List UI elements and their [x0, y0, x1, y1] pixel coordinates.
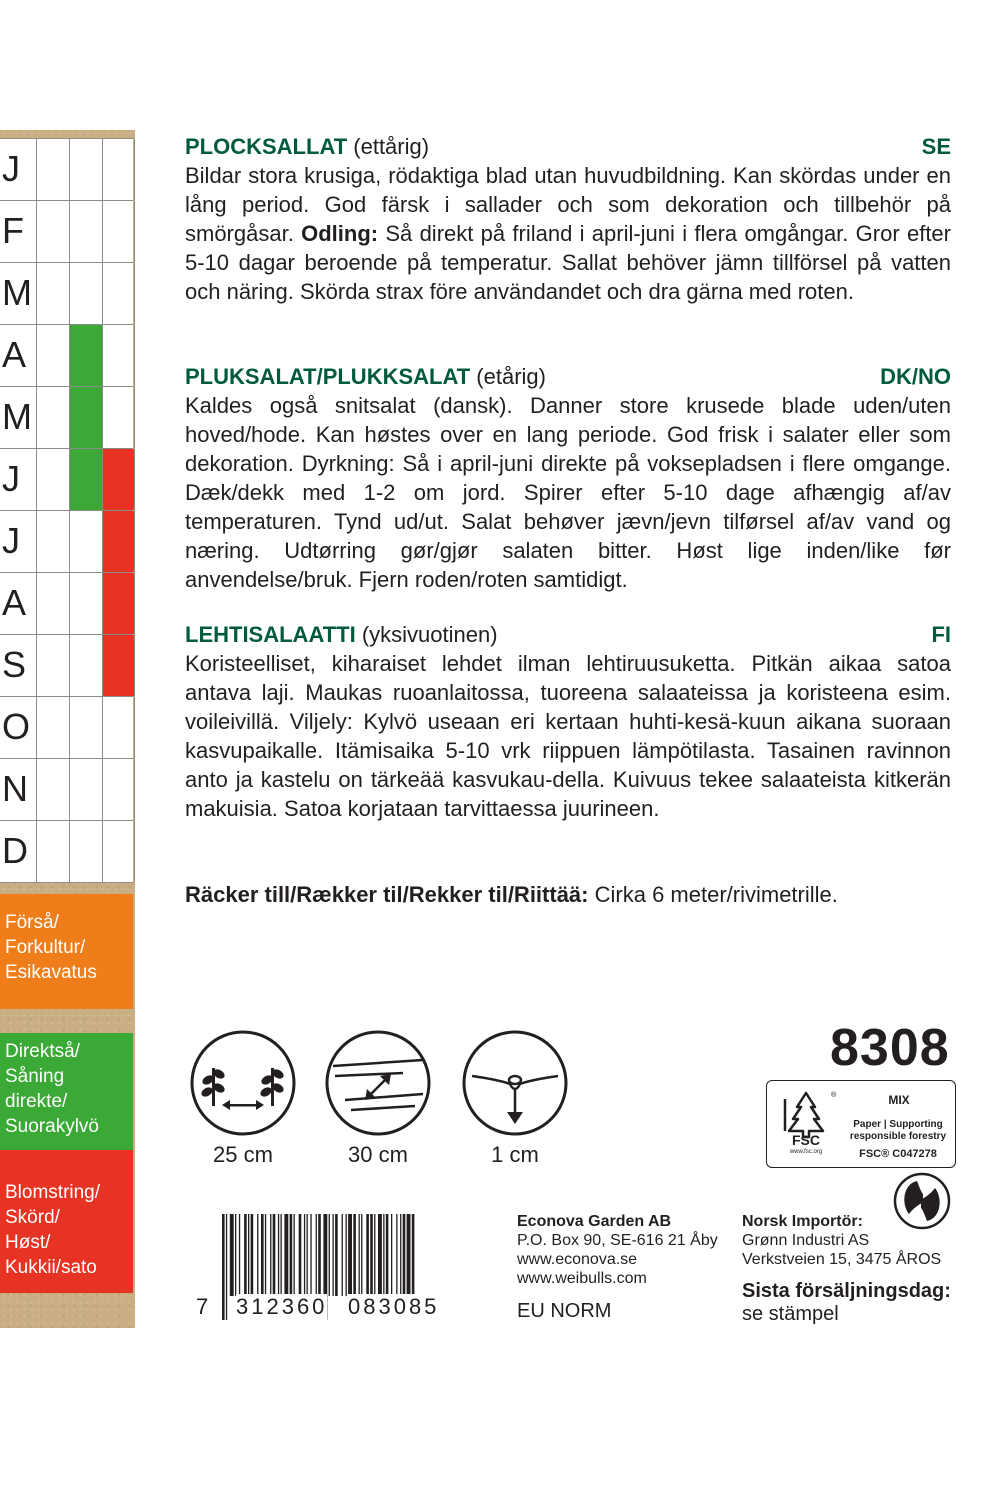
- month-letter: A: [2, 582, 27, 623]
- barcode-bar: [400, 1214, 401, 1296]
- barcode-digits-right: 083085: [348, 1294, 440, 1319]
- barcode-bar: [346, 1214, 347, 1296]
- barcode-bar: [299, 1214, 302, 1296]
- row-spacing-label: 30 cm: [348, 1142, 408, 1167]
- barcode-bar: [278, 1214, 279, 1296]
- fsc-license: FSC® C047278: [859, 1148, 937, 1160]
- presow-cell: [36, 759, 69, 820]
- harvest-cell: [102, 573, 135, 634]
- barcode-bar: [226, 1214, 227, 1320]
- month-letter: S: [2, 644, 27, 685]
- direct-sow-cell: [69, 201, 103, 262]
- calendar-month-row: [0, 325, 133, 387]
- presow-cell: [36, 697, 69, 758]
- barcode-bar: [239, 1214, 240, 1296]
- company-address-line: P.O. Box 90, SE-616 21 Åby: [517, 1232, 718, 1249]
- barcode-bar: [261, 1214, 264, 1296]
- barcode-bar: [386, 1214, 389, 1296]
- company-address: [517, 1212, 718, 1288]
- presow-cell: [36, 821, 69, 882]
- calendar-month-row: [0, 511, 133, 573]
- fsc-word: FSC: [792, 1132, 820, 1148]
- plant-spacing-label: 25 cm: [213, 1142, 273, 1167]
- calendar-month-row: [0, 697, 133, 759]
- barcode-bar: [310, 1214, 311, 1296]
- legend-presow: [0, 894, 133, 1009]
- barcode-bar: [374, 1214, 375, 1296]
- text-part: Så direkt på friland i april-juni i flera omgångar. Gror efter 5-10 dagar beroende på temperatur. Sallat behöver jämn tillförsel på vatten och näring. Skörda strax före användandet och dra gärna med roten.: [185, 221, 951, 304]
- calendar-month-row: [0, 263, 133, 325]
- barcode-bar: [391, 1214, 392, 1296]
- barcode-bar: [329, 1214, 330, 1296]
- barcode-bar: [248, 1214, 249, 1296]
- barcode-bar: [235, 1214, 236, 1296]
- calendar-month-row: [0, 201, 133, 263]
- month-letter: A: [2, 334, 27, 375]
- language-code: SE: [921, 134, 951, 159]
- product-name: PLUKSALAT/PLUKKSALAT: [185, 364, 471, 389]
- coverage-info: [185, 880, 838, 909]
- barcode-bar: [383, 1214, 384, 1296]
- month-letter: J: [2, 148, 20, 189]
- section-heading: [185, 133, 951, 161]
- month-letter: J: [2, 458, 20, 499]
- direct-sow-cell: [69, 263, 103, 324]
- section-text: Koristeelliset, kiharaiset lehdet ilman lehtiruusuketta. Pitkän aikaa satoa antava laji. Maukas ruoanlaitossa, tuoreena salaateissa ja koristeena esim. voileivillä. Viljely: Kylvö useaan eri kertaan huhti-kesä-kuun aikana suoraan kasvupaikalle. Itämisaika 5-10 vrk riippuen lämpötilasta. Tasainen ravinnon anto ja kastelu on tärkeää kasvukau-della. Kuivuus tekee salaateista kitkerän makuisia. Satoa korjataan tarvittaessa juurineen.: [185, 651, 951, 821]
- barcode-bar: [407, 1214, 411, 1296]
- legend-presow-line: Förså/: [5, 912, 59, 933]
- calendar-month-row: [0, 387, 133, 449]
- presow-cell: [36, 387, 69, 448]
- month-letter: F: [2, 210, 24, 251]
- harvest-cell: [102, 821, 135, 882]
- harvest-cell: [102, 449, 135, 510]
- section-heading: [185, 621, 951, 649]
- section-danish-norwegian: [185, 363, 951, 594]
- sowing-depth-icon: [460, 1028, 570, 1138]
- coverage-value: Cirka 6 meter/rivimetrille.: [594, 882, 838, 907]
- presow-cell: [36, 139, 69, 200]
- company-website: www.econova.se: [517, 1251, 638, 1268]
- sowing-calendar-strip: [0, 130, 135, 1328]
- harvest-cell: [102, 387, 135, 448]
- harvest-cell: [102, 511, 135, 572]
- presow-cell: [36, 635, 69, 696]
- calendar-month-row: [0, 635, 133, 697]
- month-letter: D: [2, 830, 28, 871]
- barcode-bar: [281, 1214, 282, 1296]
- barcode-bar: [284, 1214, 288, 1296]
- importer-title: Norsk Importör:: [742, 1213, 863, 1230]
- calendar-month-row: [0, 449, 133, 511]
- eu-norm: EU NORM: [517, 1300, 612, 1322]
- fsc-claim-line: Paper | Supporting: [853, 1119, 943, 1130]
- product-name: LEHTISALAATTI: [185, 622, 356, 647]
- month-letter: N: [2, 768, 28, 809]
- barcode-bar: [366, 1214, 369, 1296]
- barcode-bar: [316, 1214, 317, 1296]
- text-bold-part: Odling:: [301, 221, 379, 246]
- direct-sow-cell: [69, 759, 103, 820]
- last-sale-date: [742, 1280, 951, 1326]
- barcode-bar: [257, 1214, 258, 1296]
- calendar-month-row: [0, 138, 133, 201]
- last-sale-value: se stämpel: [742, 1303, 839, 1325]
- importer-name: Grønn Industri AS: [742, 1232, 870, 1249]
- barcode-bar: [265, 1214, 266, 1296]
- legend-direct-line: Såning: [5, 1066, 65, 1087]
- direct-sow-cell: [69, 449, 103, 510]
- fsc-url: www.fsc.org: [789, 1149, 823, 1155]
- barcode-bar: [361, 1214, 362, 1296]
- barcode-bar: [396, 1214, 397, 1296]
- presow-cell: [36, 201, 69, 262]
- last-sale-title: Sista försäljningsdag:: [742, 1280, 951, 1302]
- direct-sow-cell: [69, 821, 103, 882]
- barcode-bar: [359, 1214, 360, 1296]
- section-swedish: [185, 133, 951, 306]
- barcode-bar: [348, 1214, 352, 1296]
- fsc-label: [766, 1080, 956, 1168]
- harvest-cell: [102, 759, 135, 820]
- presow-cell: [36, 263, 69, 324]
- barcode-bar: [304, 1214, 305, 1296]
- harvest-cell: [102, 697, 135, 758]
- direct-sow-cell: [69, 697, 103, 758]
- barcode-bar: [270, 1214, 271, 1296]
- direct-sow-cell: [69, 387, 103, 448]
- legend-direct-sow: [0, 1033, 133, 1150]
- barcode-bar: [335, 1214, 338, 1296]
- barcode-bar: [333, 1214, 334, 1296]
- month-letter: O: [2, 706, 31, 747]
- svg-text:®: ®: [831, 1092, 837, 1099]
- barcode-bar: [294, 1214, 295, 1296]
- text-part: Bildar stora krusiga, rödaktiga blad utan huvudbildning. Kan skördas under en lång period. God färsk i sallader och som dekoration och tillbehör på smörgåsar.: [185, 163, 951, 246]
- legend-direct-line: Suorakylvö: [5, 1116, 99, 1137]
- importer-address-line: Verkstveien 15, 3475 ÅROS: [742, 1251, 942, 1268]
- sowing-depth-label: 1 cm: [491, 1142, 539, 1167]
- month-letter: J: [2, 520, 20, 561]
- product-lifecycle: (yksivuotinen): [361, 622, 498, 647]
- legend-presow-line: Esikavatus: [5, 962, 97, 983]
- calendar-month-row: [0, 759, 133, 821]
- legend-direct-line: direkte/: [5, 1091, 68, 1112]
- company-name: Econova Garden AB: [517, 1213, 672, 1230]
- product-name: PLOCKSALLAT: [185, 134, 348, 159]
- product-lifecycle: (ettårig): [353, 134, 430, 159]
- month-letter: M: [2, 272, 32, 313]
- barcode-bar: [307, 1214, 308, 1296]
- importer-address: [742, 1212, 941, 1269]
- barcode-bar: [222, 1214, 225, 1320]
- barcode-bar: [403, 1214, 406, 1296]
- barcode-bar: [273, 1214, 276, 1296]
- direct-sow-cell: [69, 511, 103, 572]
- legend-presow-line: Forkultur/: [5, 937, 86, 958]
- month-calendar: [0, 138, 133, 883]
- month-letter: M: [2, 396, 32, 437]
- legend-direct-line: Direktså/: [5, 1041, 80, 1062]
- barcode-bar: [244, 1214, 247, 1296]
- barcode-bar: [230, 1214, 234, 1296]
- harvest-cell: [102, 139, 135, 200]
- calendar-month-row: [0, 573, 133, 635]
- presow-cell: [36, 511, 69, 572]
- barcode-bar: [342, 1214, 343, 1296]
- company-website: www.weibulls.com: [517, 1270, 647, 1287]
- direct-sow-cell: [69, 573, 103, 634]
- section-text: Kaldes også snitsalat (dansk). Danner store krusede blade uden/uten hoved/hode. Kan høstes over en lang periode. God frisk i salater eller som dekoration. Dyrkning: Så i april-juni direkte på voksepladsen i flere omgange. Dæk/dekk med 1-2 om jord. Spirer efter 5-10 dage afhængig af/av temperaturen. Tynd ud/ut. Salat behøver jævn/jevn tilførsel af/av vand og næring. Udtørring gør/gjør salaten bitter. Høst lige inden/like før anvendelse/bruk. Fjern roden/roten samtidigt.: [185, 393, 951, 592]
- coverage-label: Räcker till/Rækker til/Rekker til/Riittää:: [185, 882, 589, 907]
- fsc-claim-line: responsible forestry: [849, 1131, 947, 1142]
- legend-flower-line: Blomstring/: [5, 1182, 101, 1203]
- harvest-cell: [102, 325, 135, 386]
- harvest-cell: [102, 263, 135, 324]
- barcode-bar: [290, 1214, 293, 1296]
- section-text: [185, 161, 951, 306]
- direct-sow-cell: [69, 325, 103, 386]
- presow-cell: [36, 449, 69, 510]
- harvest-cell: [102, 201, 135, 262]
- plant-spacing-icon: [188, 1028, 298, 1138]
- product-lifecycle: (etårig): [476, 364, 546, 389]
- barcode-bar: [370, 1214, 373, 1296]
- section-heading: [185, 363, 951, 391]
- barcode-digits-left: 312360: [236, 1294, 328, 1319]
- barcode-digit-first: 7: [196, 1294, 212, 1319]
- direct-sow-cell: [69, 139, 103, 200]
- fsc-claim: [843, 1119, 953, 1143]
- barcode-bar: [378, 1214, 382, 1296]
- language-code: FI: [931, 622, 951, 647]
- calendar-month-row: [0, 821, 133, 883]
- direct-sow-cell: [69, 635, 103, 696]
- article-number: 8308: [830, 1019, 950, 1077]
- fsc-mix: MIX: [888, 1093, 910, 1107]
- legend-flower-line: Skörd/: [5, 1207, 60, 1228]
- presow-cell: [36, 573, 69, 634]
- language-code: DK/NO: [880, 364, 951, 389]
- legend-flower-harvest: [0, 1150, 133, 1293]
- legend-flower-line: Høst/: [5, 1232, 51, 1253]
- barcode-bar: [251, 1214, 254, 1296]
- barcode-bar: [353, 1214, 356, 1296]
- legend-flower-line: Kukkii/sato: [5, 1257, 97, 1278]
- section-finnish: [185, 621, 951, 823]
- presow-cell: [36, 325, 69, 386]
- row-spacing-icon: [323, 1028, 433, 1138]
- harvest-cell: [102, 635, 135, 696]
